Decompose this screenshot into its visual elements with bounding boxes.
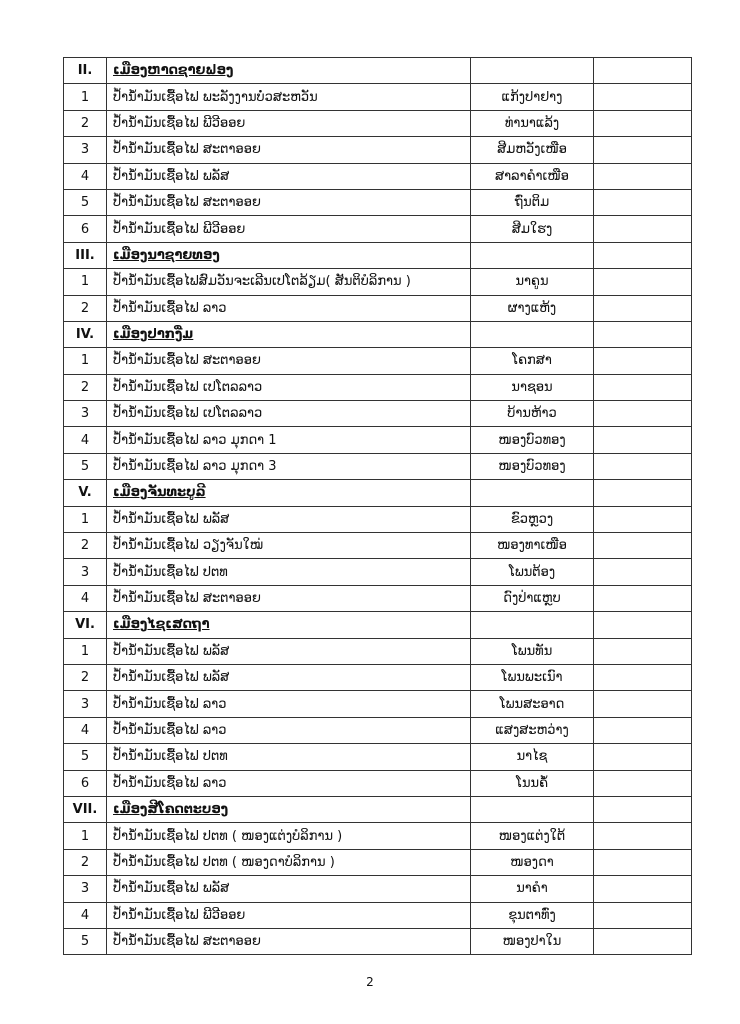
- table-row: [64, 163, 692, 189]
- village-name: ໜອງດາ: [471, 849, 594, 875]
- table-row: [64, 427, 692, 453]
- station-name: ປໍ້ານ້ຳມັນເຊື້ອໄຟ ສະຕາອອຍ: [107, 585, 471, 611]
- village-name: ນາໄຊ: [471, 744, 594, 770]
- table-row: [64, 849, 692, 875]
- village-name: ດົງປ່າແຫຼບ: [471, 585, 594, 611]
- table-row: [64, 401, 692, 427]
- extra-cell: [594, 744, 692, 770]
- row-number: 5: [64, 744, 107, 770]
- row-number: 3: [64, 691, 107, 717]
- village-name: ນາຄູນ: [471, 269, 594, 295]
- village-name: ໂພນຕ້ອງ: [471, 559, 594, 585]
- section-title: ເມືອງຫາດຊາຍຟອງ: [107, 58, 471, 84]
- table-row: [64, 110, 692, 136]
- station-name: ປໍ້ານ້ຳມັນເຊື້ອໄຟ ພລັສ: [107, 506, 471, 532]
- row-number: 1: [64, 269, 107, 295]
- table-row: [64, 717, 692, 743]
- station-name: ປໍ້ານ້ຳມັນເຊື້ອໄຟ ລາວ: [107, 717, 471, 743]
- extra-cell: [594, 348, 692, 374]
- station-name: ປໍ້ານ້ຳມັນເຊື້ອໄຟ ລາວ: [107, 295, 471, 321]
- village-name: ໂພນທັນ: [471, 638, 594, 664]
- station-name: ປໍ້ານ້ຳມັນເຊື້ອໄຟ ພີວີອອຍ: [107, 110, 471, 136]
- table-row: [64, 453, 692, 479]
- station-name: ປໍ້ານ້ຳມັນເຊື້ອໄຟ ພີວີອອຍ: [107, 216, 471, 242]
- table-row: [64, 189, 692, 215]
- extra-cell: [594, 585, 692, 611]
- row-number: 1: [64, 638, 107, 664]
- section-header-row: [64, 321, 692, 347]
- table-row: [64, 559, 692, 585]
- table-row: [64, 638, 692, 664]
- station-name: ປໍ້ານ້ຳມັນເຊື້ອໄຟ ສະຕາອອຍ: [107, 348, 471, 374]
- section-header-row: [64, 796, 692, 822]
- section-extra-cell: [594, 58, 692, 84]
- village-name: ສາລາຄຳເໜືອ: [471, 163, 594, 189]
- section-title: ເມືອງນາຊາຍທອງ: [107, 242, 471, 268]
- table-row: [64, 295, 692, 321]
- station-name: ປໍ້ານ້ຳມັນເຊື້ອໄຟ ລາວ ມຸກດາ 3: [107, 453, 471, 479]
- row-number: 6: [64, 770, 107, 796]
- row-number: 3: [64, 401, 107, 427]
- section-header-row: [64, 242, 692, 268]
- extra-cell: [594, 427, 692, 453]
- village-name: ໜອງບົວທອງ: [471, 453, 594, 479]
- station-name: ປໍ້ານ້ຳມັນເຊື້ອໄຟ ລາວ: [107, 691, 471, 717]
- row-number: 4: [64, 163, 107, 189]
- table-row: [64, 744, 692, 770]
- extra-cell: [594, 137, 692, 163]
- section-extra-cell: [594, 796, 692, 822]
- row-number: 2: [64, 374, 107, 400]
- page-number: 2: [366, 975, 374, 989]
- station-name: ປໍ້ານ້ຳມັນເຊື້ອໄຟ ພລັສ: [107, 664, 471, 690]
- table-row: [64, 664, 692, 690]
- station-name: ປໍ້ານ້ຳມັນເຊື້ອໄຟ ພີວີອອຍ: [107, 902, 471, 928]
- extra-cell: [594, 374, 692, 400]
- table-row: [64, 84, 692, 110]
- extra-cell: [594, 876, 692, 902]
- village-name: ໜອງທາເໜືອ: [471, 533, 594, 559]
- section-extra-cell: [594, 242, 692, 268]
- row-number: 4: [64, 427, 107, 453]
- village-name: ນາຊອນ: [471, 374, 594, 400]
- row-number: 5: [64, 189, 107, 215]
- station-name: ປໍ້ານ້ຳມັນເຊື້ອໄຟ ສະຕາອອຍ: [107, 189, 471, 215]
- extra-cell: [594, 189, 692, 215]
- extra-cell: [594, 691, 692, 717]
- table-row: [64, 691, 692, 717]
- station-name: ປໍ້ານ້ຳມັນເຊື້ອໄຟ ສະຕາອອຍ: [107, 928, 471, 954]
- village-name: ນາຄຳ: [471, 876, 594, 902]
- row-number: 2: [64, 110, 107, 136]
- section-header-row: [64, 612, 692, 638]
- extra-cell: [594, 770, 692, 796]
- extra-cell: [594, 453, 692, 479]
- table-row: [64, 137, 692, 163]
- village-name: ສີມຫວັງເໜືອ: [471, 137, 594, 163]
- village-name: ຜາງແຫ້ງ: [471, 295, 594, 321]
- section-extra-cell: [594, 612, 692, 638]
- station-name: ປໍ້ານ້ຳມັນເຊື້ອໄຟ ວຽງຈັນໃໝ່: [107, 533, 471, 559]
- extra-cell: [594, 849, 692, 875]
- row-number: 5: [64, 928, 107, 954]
- station-name: ປໍ້ານ້ຳມັນເຊື້ອໄຟ ສະຕາອອຍ: [107, 137, 471, 163]
- section-numeral: IV.: [64, 321, 107, 347]
- section-numeral: VII.: [64, 796, 107, 822]
- village-name: ແສງສະຫວ່າງ: [471, 717, 594, 743]
- village-name: ຖົ່ນຕິມ: [471, 189, 594, 215]
- village-name: ບ້ານຫ້າວ: [471, 401, 594, 427]
- table-row: [64, 823, 692, 849]
- section-village-cell: [471, 321, 594, 347]
- extra-cell: [594, 506, 692, 532]
- row-number: 1: [64, 506, 107, 532]
- table-row: [64, 770, 692, 796]
- extra-cell: [594, 717, 692, 743]
- row-number: 5: [64, 453, 107, 479]
- village-name: ໜອງບົວທອງ: [471, 427, 594, 453]
- extra-cell: [594, 163, 692, 189]
- table-row: [64, 533, 692, 559]
- village-name: ໂພນສະອາດ: [471, 691, 594, 717]
- section-numeral: II.: [64, 58, 107, 84]
- village-name: ໂພນພະເນົາ: [471, 664, 594, 690]
- table-row: [64, 876, 692, 902]
- section-title: ເມືອງສີໂຄດຕະບອງ: [107, 796, 471, 822]
- section-village-cell: [471, 612, 594, 638]
- village-name: ແກ້ງປາຢາງ: [471, 84, 594, 110]
- station-name: ປໍ້ານ້ຳມັນເຊື້ອໄຟ ປຕທ ( ໜອງແຕ່ງບໍລິການ ): [107, 823, 471, 849]
- row-number: 2: [64, 533, 107, 559]
- row-number: 1: [64, 348, 107, 374]
- village-name: ທ່ານາແລ້ງ: [471, 110, 594, 136]
- village-name: ຂົວຫຼວງ: [471, 506, 594, 532]
- row-number: 4: [64, 717, 107, 743]
- station-name: ປໍ້ານ້ຳມັນເຊື້ອໄຟ ປຕທ: [107, 744, 471, 770]
- row-number: 2: [64, 849, 107, 875]
- row-number: 1: [64, 84, 107, 110]
- section-title: ເມືອງປາກງື່ມ: [107, 321, 471, 347]
- section-numeral: III.: [64, 242, 107, 268]
- row-number: 4: [64, 585, 107, 611]
- extra-cell: [594, 295, 692, 321]
- extra-cell: [594, 928, 692, 954]
- village-name: ໂນນຄໍ້: [471, 770, 594, 796]
- row-number: 2: [64, 664, 107, 690]
- station-name: ປໍ້ານ້ຳມັນເຊື້ອໄຟ ພລັສ: [107, 638, 471, 664]
- table-row: [64, 585, 692, 611]
- section-title: ເມືອງຈັນທະບູລີ: [107, 480, 471, 506]
- village-name: ໂຄກສາ: [471, 348, 594, 374]
- extra-cell: [594, 401, 692, 427]
- table-row: [64, 269, 692, 295]
- row-number: 3: [64, 137, 107, 163]
- station-name: ປໍ້ານ້ຳມັນເຊື້ອໄຟ ເປໂຕລລາວ: [107, 401, 471, 427]
- extra-cell: [594, 902, 692, 928]
- table-row: [64, 902, 692, 928]
- station-name: ປໍ້ານ້ຳມັນເຊື້ອໄຟ ພລັສ: [107, 876, 471, 902]
- extra-cell: [594, 216, 692, 242]
- row-number: 3: [64, 876, 107, 902]
- extra-cell: [594, 533, 692, 559]
- station-name: ປໍ້ານ້ຳມັນເຊື້ອໄຟ ປຕທ ( ໜອງດາບໍລິການ ): [107, 849, 471, 875]
- section-header-row: [64, 58, 692, 84]
- table-row: [64, 506, 692, 532]
- row-number: 1: [64, 823, 107, 849]
- station-name: ປໍ້ານ້ຳມັນເຊື້ອໄຟສົມວັນຈະເລີນເປໂຕລ້ຽມ( ສັນຕິບໍລິການ ): [107, 269, 471, 295]
- section-header-row: [64, 480, 692, 506]
- table-body: [64, 58, 692, 955]
- section-village-cell: [471, 242, 594, 268]
- section-village-cell: [471, 480, 594, 506]
- fuel-station-table: [63, 57, 692, 955]
- station-name: ປໍ້ານ້ຳມັນເຊື້ອໄຟ ລາວ: [107, 770, 471, 796]
- station-name: ປໍ້ານ້ຳມັນເຊື້ອໄຟ ພະລັງງານບໍ່ວສະຫວັນ: [107, 84, 471, 110]
- section-title: ເມືອງໄຊເສດຖາ: [107, 612, 471, 638]
- section-numeral: V.: [64, 480, 107, 506]
- extra-cell: [594, 110, 692, 136]
- table-row: [64, 928, 692, 954]
- extra-cell: [594, 638, 692, 664]
- row-number: 3: [64, 559, 107, 585]
- extra-cell: [594, 269, 692, 295]
- extra-cell: [594, 559, 692, 585]
- extra-cell: [594, 823, 692, 849]
- section-extra-cell: [594, 321, 692, 347]
- village-name: ໜອງແຕ່ງໃຕ້: [471, 823, 594, 849]
- row-number: 2: [64, 295, 107, 321]
- table-row: [64, 374, 692, 400]
- station-name: ປໍ້ານ້ຳມັນເຊື້ອໄຟ ພລັສ: [107, 163, 471, 189]
- extra-cell: [594, 664, 692, 690]
- extra-cell: [594, 84, 692, 110]
- village-name: ສີມໃຮງ: [471, 216, 594, 242]
- section-village-cell: [471, 58, 594, 84]
- section-numeral: VI.: [64, 612, 107, 638]
- station-name: ປໍ້ານ້ຳມັນເຊື້ອໄຟ ລາວ ມຸກດາ 1: [107, 427, 471, 453]
- village-name: ໜອງປາໃນ: [471, 928, 594, 954]
- section-extra-cell: [594, 480, 692, 506]
- village-name: ຂຸນຕາທົ່ງ: [471, 902, 594, 928]
- table-row: [64, 216, 692, 242]
- row-number: 6: [64, 216, 107, 242]
- section-village-cell: [471, 796, 594, 822]
- station-name: ປໍ້ານ້ຳມັນເຊື້ອໄຟ ປຕທ: [107, 559, 471, 585]
- station-name: ປໍ້ານ້ຳມັນເຊື້ອໄຟ ເປໂຕລລາວ: [107, 374, 471, 400]
- row-number: 4: [64, 902, 107, 928]
- table-row: [64, 348, 692, 374]
